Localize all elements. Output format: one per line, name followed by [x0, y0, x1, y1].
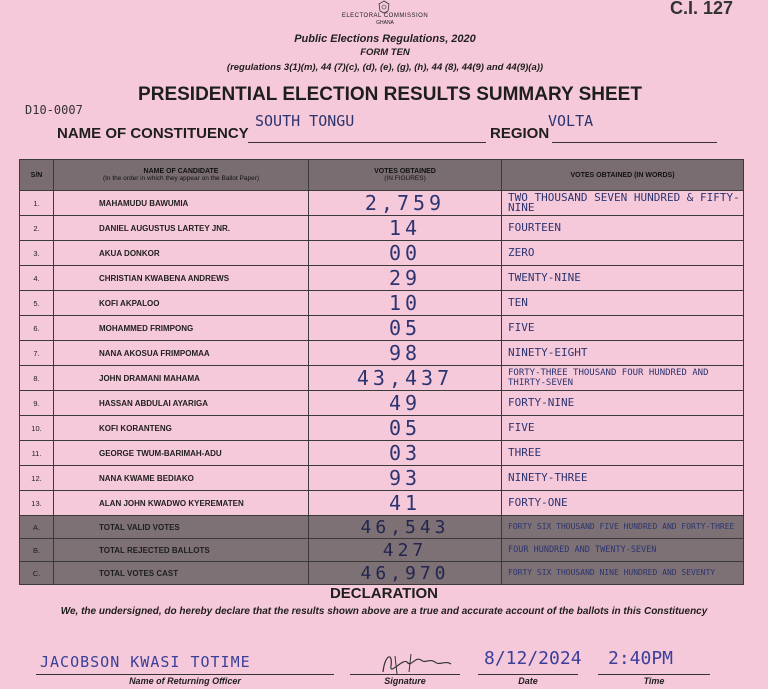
row-sn: 5. — [20, 291, 54, 316]
declaration-date: 8/12/2024 — [484, 648, 582, 669]
candidate-name: KOFI KORANTENG — [54, 416, 309, 441]
candidate-name: MOHAMMED FRIMPONG — [54, 316, 309, 341]
votes-figures: 00 — [309, 241, 502, 266]
row-sn: 2. — [20, 216, 54, 241]
region-label: REGION — [490, 125, 550, 142]
row-sn: 4. — [20, 266, 54, 291]
table-row — [20, 466, 744, 491]
row-sn: 6. — [20, 316, 54, 341]
row-sn: 8. — [20, 366, 54, 391]
votes-figures: 41 — [309, 491, 502, 516]
row-sn: 3. — [20, 241, 54, 266]
table-row — [20, 266, 744, 291]
date-signline — [478, 674, 578, 675]
candidate-name: CHRISTIAN KWABENA ANDREWS — [54, 266, 309, 291]
votes-figures: 98 — [309, 341, 502, 366]
col-header-figures-title: VOTES OBTAINED — [374, 168, 436, 175]
document-code: D10-0007 — [25, 103, 83, 117]
candidate-name: GEORGE TWUM-BARIMAH-ADU — [54, 441, 309, 466]
country-name: GHANA — [376, 20, 394, 26]
total-row-rejected — [20, 539, 744, 562]
table-row — [20, 191, 744, 216]
votes-words: FOURTEEN — [502, 216, 744, 241]
table-row — [20, 491, 744, 516]
officer-name-label: Name of Returning Officer — [129, 676, 241, 686]
total-row-valid — [20, 516, 744, 539]
row-sn: 13. — [20, 491, 54, 516]
page-title: PRESIDENTIAL ELECTION RESULTS SUMMARY SHEET — [138, 84, 642, 105]
time-signline — [598, 674, 710, 675]
form-name: FORM TEN — [360, 47, 410, 58]
col-header-name-sub: (In the order in which they appear on the Ballot Paper) — [102, 175, 260, 182]
candidate-name: AKUA DONKOR — [54, 241, 309, 266]
votes-figures: 05 — [309, 316, 502, 341]
votes-figures: 43,437 — [309, 366, 502, 391]
table-row — [20, 316, 744, 341]
votes-words: NINETY-EIGHT — [502, 341, 744, 366]
votes-words: FIVE — [502, 416, 744, 441]
votes-words: TWENTY-NINE — [502, 266, 744, 291]
votes-words: NINETY-THREE — [502, 466, 744, 491]
votes-words: TEN — [502, 291, 744, 316]
candidate-name: ALAN JOHN KWADWO KYEREMATEN — [54, 491, 309, 516]
constituency-value: SOUTH TONGU — [255, 112, 355, 130]
total-figures: 427 — [309, 539, 502, 562]
commission-name: ELECTORAL COMMISSION — [341, 13, 429, 19]
col-header-name — [54, 160, 309, 191]
votes-words: THREE — [502, 441, 744, 466]
candidate-name: DANIEL AUGUSTUS LARTEY JNR. — [54, 216, 309, 241]
table-header-row — [20, 160, 744, 191]
total-words: FORTY SIX THOUSAND FIVE HUNDRED AND FORTY-THREE — [502, 516, 744, 539]
table-row — [20, 341, 744, 366]
total-row-cast — [20, 562, 744, 585]
col-header-figures-sub: (IN FIGURES) — [384, 175, 426, 182]
row-sn: A. — [20, 516, 54, 539]
total-figures: 46,970 — [309, 562, 502, 585]
signature-signline — [350, 674, 460, 675]
table-row — [20, 391, 744, 416]
col-header-figures — [309, 160, 502, 191]
votes-words: FORTY-ONE — [502, 491, 744, 516]
returning-officer-name: JACOBSON KWASI TOTIME — [40, 653, 251, 671]
votes-words: FORTY-NINE — [502, 391, 744, 416]
votes-figures: 29 — [309, 266, 502, 291]
row-sn: 10. — [20, 416, 54, 441]
col-header-words: VOTES OBTAINED (IN WORDS) — [502, 160, 744, 191]
declaration-heading: DECLARATION — [329, 585, 439, 602]
row-sn: 7. — [20, 341, 54, 366]
coat-of-arms-emblem — [374, 0, 394, 14]
row-sn: 9. — [20, 391, 54, 416]
votes-words: TWO THOUSAND SEVEN HUNDRED & FIFTY-NINE — [502, 191, 744, 216]
votes-words: ZERO — [502, 241, 744, 266]
total-label: TOTAL VOTES CAST — [54, 562, 309, 585]
results-table — [19, 159, 744, 585]
table-row — [20, 216, 744, 241]
table-row — [20, 366, 744, 391]
table-row — [20, 441, 744, 466]
col-header-name-title: NAME OF CANDIDATE — [143, 168, 219, 175]
row-sn: 12. — [20, 466, 54, 491]
table-row — [20, 416, 744, 441]
table-row — [20, 241, 744, 266]
votes-figures: 10 — [309, 291, 502, 316]
officer-signline — [36, 674, 334, 675]
votes-figures: 93 — [309, 466, 502, 491]
votes-words: FIVE — [502, 316, 744, 341]
date-label: Date — [518, 676, 538, 686]
time-label: Time — [643, 676, 665, 686]
votes-figures: 14 — [309, 216, 502, 241]
total-words: FORTY SIX THOUSAND NINE HUNDRED AND SEVENTY — [502, 562, 744, 585]
votes-figures: 2,759 — [309, 191, 502, 216]
ci-number: C.I. 127 — [670, 0, 734, 18]
votes-figures: 49 — [309, 391, 502, 416]
col-header-sn: S/N — [20, 160, 54, 191]
regulation-references: (regulations 3(1)(m), 44 (7)(c), (d), (e), (g), (h), 44 (8), 44(9) and 44(9)(a)) — [226, 62, 544, 73]
signature-label: Signature — [384, 676, 426, 686]
candidate-name: NANA KWAME BEDIAKO — [54, 466, 309, 491]
votes-figures: 05 — [309, 416, 502, 441]
region-underline — [552, 142, 717, 143]
votes-figures: 03 — [309, 441, 502, 466]
total-label: TOTAL VALID VOTES — [54, 516, 309, 539]
declaration-text: We, the undersigned, do hereby declare that the results shown above are a true and accurate account of the ballots in this Constituency — [60, 606, 708, 617]
constituency-label: NAME OF CONSTITUENCY — [57, 125, 249, 142]
candidate-name: KOFI AKPALOO — [54, 291, 309, 316]
votes-words: FORTY-THREE THOUSAND FOUR HUNDRED AND THIRTY-SEVEN — [502, 366, 744, 391]
candidate-name: HASSAN ABDULAI AYARIGA — [54, 391, 309, 416]
row-sn: 11. — [20, 441, 54, 466]
row-sn: B. — [20, 539, 54, 562]
candidate-name: NANA AKOSUA FRIMPOMAA — [54, 341, 309, 366]
total-figures: 46,543 — [309, 516, 502, 539]
candidate-name: MAHAMUDU BAWUMIA — [54, 191, 309, 216]
constituency-underline — [248, 142, 486, 143]
row-sn: 1. — [20, 191, 54, 216]
total-label: TOTAL REJECTED BALLOTS — [54, 539, 309, 562]
regulations-title: Public Elections Regulations, 2020 — [294, 33, 476, 45]
region-value: VOLTA — [548, 112, 594, 130]
row-sn: C. — [20, 562, 54, 585]
declaration-time: 2:40PM — [608, 648, 674, 669]
candidate-name: JOHN DRAMANI MAHAMA — [54, 366, 309, 391]
total-words: FOUR HUNDRED AND TWENTY-SEVEN — [502, 539, 744, 562]
table-row — [20, 291, 744, 316]
